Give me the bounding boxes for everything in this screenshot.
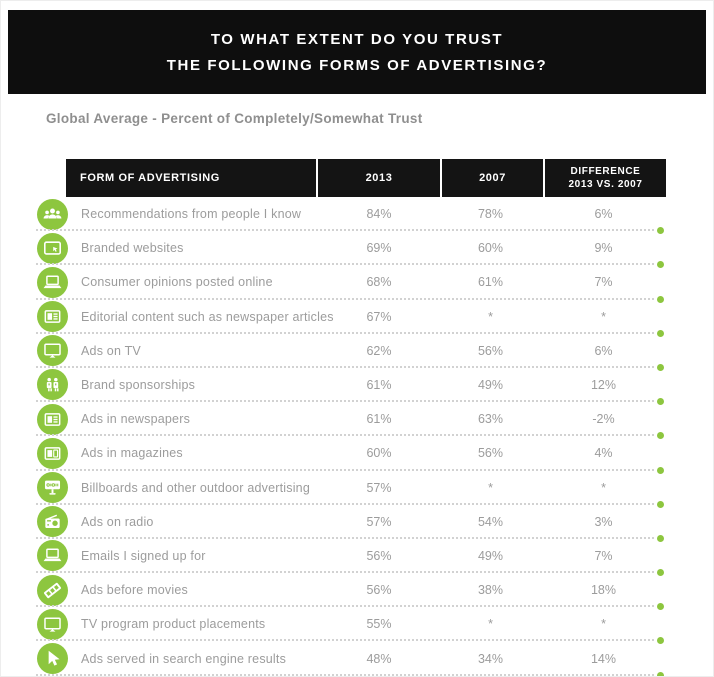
value-2007: * — [488, 309, 493, 324]
value-2013: 67% — [366, 309, 392, 324]
sponsorship-people-icon — [37, 369, 68, 400]
laptop-icon — [37, 540, 68, 571]
row-label: Editorial content such as newspaper articles — [81, 309, 334, 324]
chart-subtitle: Global Average - Percent of Completely/Somewhat Trust — [46, 111, 423, 126]
value-2007: 49% — [477, 548, 504, 563]
row-label: Emails I signed up for — [81, 548, 206, 563]
table-row — [66, 505, 666, 539]
cursor-icon — [37, 643, 68, 674]
table-row — [66, 402, 666, 436]
value-2007: 56% — [477, 343, 504, 358]
tv-icon — [37, 335, 68, 366]
value-2013: 56% — [366, 583, 392, 598]
row-end-green-dot — [657, 672, 664, 677]
value-2007: 56% — [477, 446, 504, 461]
row-label: Brand sponsorships — [81, 378, 196, 393]
trust-table — [66, 159, 666, 676]
value-difference: 7% — [594, 548, 613, 563]
film-strip-icon — [37, 575, 68, 606]
row-label: Ads in newspapers — [81, 412, 191, 427]
value-2007: 54% — [477, 514, 504, 529]
column-header-2007: 2007 — [442, 159, 543, 197]
value-2007: * — [488, 480, 493, 495]
table-row — [66, 265, 666, 299]
row-label: Ads on radio — [81, 514, 154, 529]
people-group-icon — [37, 199, 68, 230]
table-row — [66, 197, 666, 231]
table-row — [66, 471, 666, 505]
value-difference: 4% — [594, 446, 613, 461]
value-2007: * — [488, 617, 493, 632]
page-title-line2: THE FOLLOWING FORMS OF ADVERTISING? — [166, 56, 548, 74]
value-2007: 34% — [477, 651, 504, 666]
table-row — [66, 300, 666, 334]
tv-icon — [37, 609, 68, 640]
magazine-icon — [37, 438, 68, 469]
value-2013: 84% — [366, 207, 392, 222]
value-2007: 61% — [477, 275, 504, 290]
table-row — [66, 607, 666, 641]
row-label: TV program product placements — [81, 617, 266, 632]
row-label: Branded websites — [81, 241, 184, 256]
table-header — [66, 159, 666, 197]
billboard-icon — [37, 472, 68, 503]
newspaper-icon — [37, 404, 68, 435]
column-header-2013: 2013 — [318, 159, 440, 197]
value-difference: 6% — [594, 343, 613, 358]
value-2007: 78% — [477, 207, 504, 222]
value-difference: 14% — [590, 651, 617, 666]
value-difference: 6% — [594, 207, 613, 222]
value-2007: 63% — [477, 412, 504, 427]
value-difference: -2% — [592, 412, 615, 427]
row-label: Ads served in search engine results — [81, 651, 287, 666]
row-label: Consumer opinions posted online — [81, 275, 273, 290]
value-2013: 62% — [366, 343, 392, 358]
radio-icon — [37, 506, 68, 537]
value-2013: 48% — [366, 651, 392, 666]
value-2007: 49% — [477, 378, 504, 393]
column-header-difference: DIFFERENCE 2013 VS. 2007 — [545, 159, 666, 197]
row-divider-dotted-line — [36, 674, 654, 676]
column-header-form-of-advertising: FORM OF ADVERTISING — [66, 159, 316, 197]
row-label: Billboards and other outdoor advertising — [81, 480, 310, 495]
value-difference: 3% — [594, 514, 613, 529]
value-difference: * — [601, 480, 606, 495]
table-body — [66, 197, 666, 676]
value-2013: 69% — [366, 241, 392, 256]
table-row — [66, 334, 666, 368]
table-row — [66, 539, 666, 573]
value-difference: * — [601, 617, 606, 632]
value-difference: 12% — [590, 378, 617, 393]
value-2007: 60% — [477, 241, 504, 256]
value-2007: 38% — [477, 583, 504, 598]
table-row — [66, 573, 666, 607]
row-label: Ads in magazines — [81, 446, 183, 461]
value-2013: 55% — [366, 617, 392, 632]
value-difference: * — [601, 309, 606, 324]
title-banner — [8, 10, 706, 94]
browser-window-icon — [37, 233, 68, 264]
value-2013: 56% — [366, 548, 392, 563]
table-row — [66, 436, 666, 470]
row-label: Ads on TV — [81, 343, 141, 358]
value-2013: 61% — [366, 378, 392, 393]
value-difference: 9% — [594, 241, 613, 256]
page-title-line1: TO WHAT EXTENT DO YOU TRUST — [210, 30, 504, 48]
table-row — [66, 368, 666, 402]
value-2013: 61% — [366, 412, 392, 427]
row-label: Recommendations from people I know — [81, 207, 302, 222]
value-difference: 18% — [590, 583, 617, 598]
value-2013: 60% — [366, 446, 392, 461]
table-row — [66, 231, 666, 265]
value-2013: 68% — [366, 275, 392, 290]
newspaper-icon — [37, 301, 68, 332]
value-2013: 57% — [366, 514, 392, 529]
value-2013: 57% — [366, 480, 392, 495]
value-difference: 7% — [594, 275, 613, 290]
row-label: Ads before movies — [81, 583, 188, 598]
laptop-icon — [37, 267, 68, 298]
table-row — [66, 641, 666, 675]
